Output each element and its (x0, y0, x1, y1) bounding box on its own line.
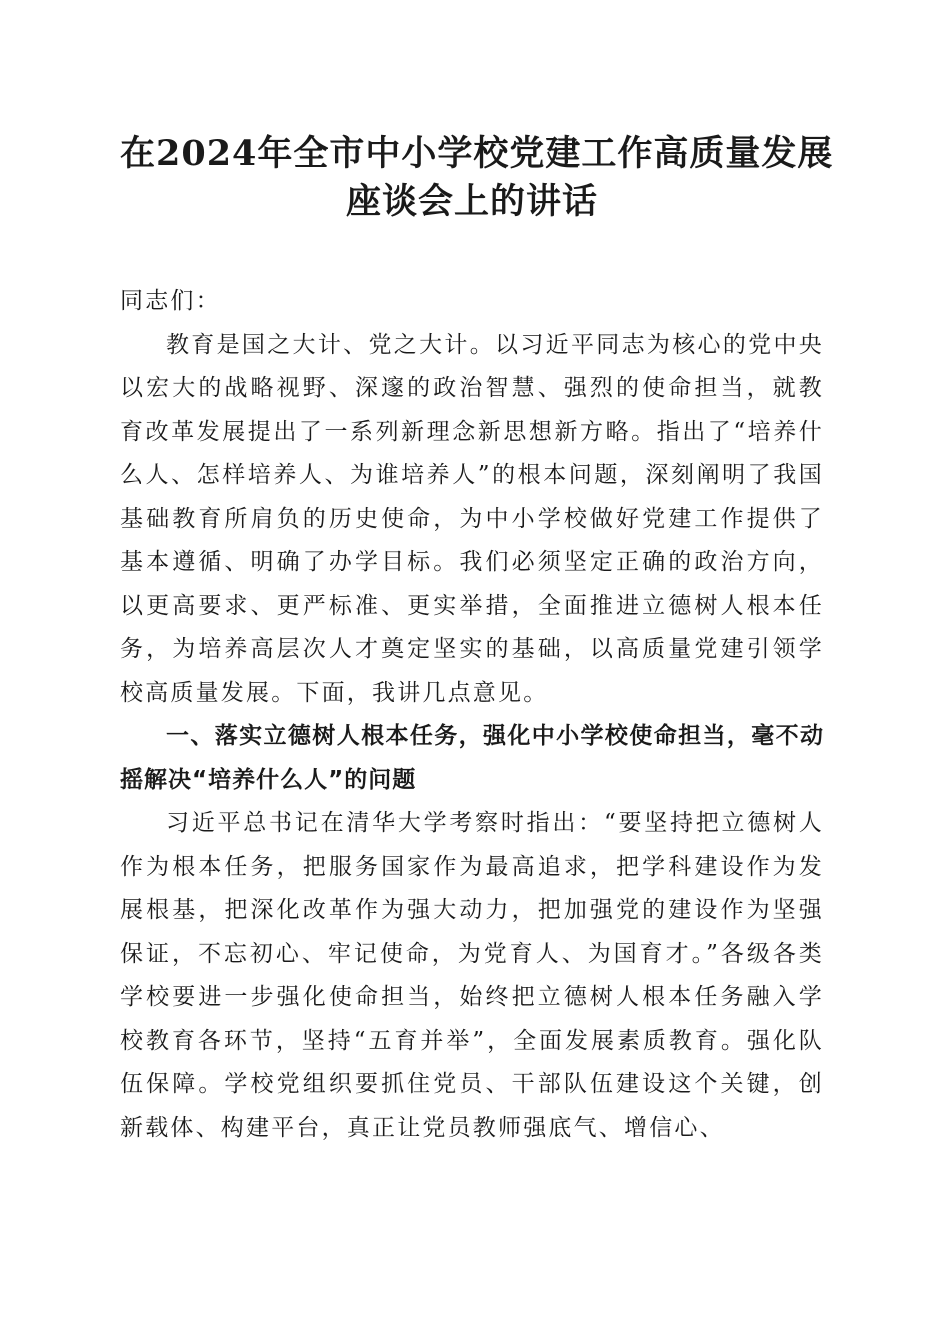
paragraph-intro: 教育是国之大计、党之大计。以习近平同志为核心的党中央以宏大的战略视野、深邃的政治智慧、强烈的使命担当，就教育改革发展提出了一系列新理念新思想新方略。指出了“培养什么人、怎样培养人、为谁培养人”的根本问题，深刻阐明了我国基础教育所肩负的历史使命，为中小学校做好党建工作提供了基本遵循、明确了办学目标。我们必须坚定正确的政治方向，以更高要求、更严标准、更实举措，全面推进立德树人根本任务，为培养高层次人才奠定坚实的基础，以高质量党建引领学校高质量发展。下面，我讲几点意见。 (120, 331, 824, 706)
salutation: 同志们： (120, 288, 221, 314)
section-heading-1: 一、落实立德树人根本任务，强化中小学校使命担当，毫不动摇解决“培养什么人”的问题 (120, 723, 824, 793)
document-page (120, 130, 834, 1150)
document-title (120, 130, 834, 226)
title-line-1: 在2024年全市中小学校党建工作高质量发展 (120, 133, 834, 174)
title-line-2: 座谈会上的讲话 (345, 181, 598, 222)
paragraph-section-1: 习近平总书记在清华大学考察时指出：“要坚持把立德树人作为根本任务，把服务国家作为最高追求，把学科建设作为发展根基，把深化改革作为强大动力，把加强党的建设作为坚强保证，不忘初心、牢记使命，为党育人、为国育才。”各级各类学校要进一步强化使命担当，始终把立德树人根本任务融入学校教育各环节，坚持“五育并举”，全面发展素质教育。强化队伍保障。学校党组织要抓住党员、干部队伍建设这个关键，创新载体、构建平台，真正让党员教师强底气、增信心、 (120, 810, 824, 1141)
document-body (120, 280, 824, 1150)
